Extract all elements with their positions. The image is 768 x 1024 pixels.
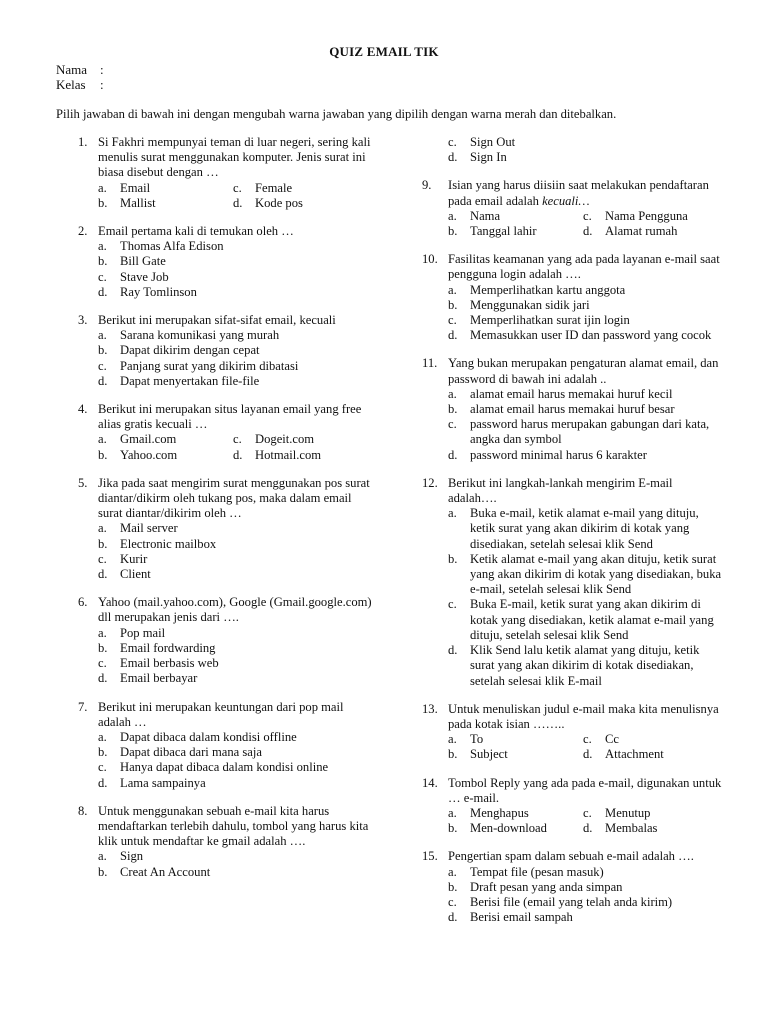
- question-text: Berikut ini merupakan keuntungan dari pop mail adalah …: [98, 699, 344, 729]
- question-14: [422, 776, 722, 837]
- option-d[interactable]: d. Lama sampainya: [98, 775, 206, 790]
- option-b[interactable]: b. Tanggal lahir: [448, 224, 537, 239]
- option-b[interactable]: b. Creat An Account: [98, 864, 211, 879]
- option-b[interactable]: b. Draft pesan yang anda simpan: [448, 879, 623, 894]
- question-text: Berikut ini langkah-lankah mengirim E-mail adalah….: [448, 475, 673, 506]
- question-6: [56, 595, 378, 686]
- option-d[interactable]: d. Attachment: [583, 747, 664, 762]
- options-grid: [448, 209, 722, 239]
- question-text: Untuk menuliskan judul e-mail maka kita menulisnya pada kotak isian ……..: [448, 701, 719, 731]
- question-11: [422, 356, 722, 462]
- option-c[interactable]: c. Stave Job: [98, 269, 169, 284]
- question-1: [56, 135, 378, 211]
- nama-label: Nama: [56, 62, 88, 77]
- question-8-continued: [448, 135, 722, 165]
- question-number: 15.: [422, 849, 438, 864]
- option-d[interactable]: d. Kode pos: [233, 195, 303, 210]
- question-4: [56, 402, 378, 463]
- right-column: [422, 135, 722, 938]
- question-number: 13.: [422, 701, 438, 716]
- option-c[interactable]: c. Kurir: [98, 551, 148, 566]
- option-d[interactable]: d. Hotmail.com: [233, 447, 322, 462]
- option-c[interactable]: c. Memperlihatkan surat ijin login: [448, 313, 630, 328]
- options-grid: [98, 432, 378, 462]
- option-d[interactable]: d. Dapat menyertakan file-file: [98, 373, 260, 388]
- question-text: Tombol Reply yang ada pada e-mail, digunakan untuk … e-mail.: [448, 775, 722, 805]
- nama-field: [56, 62, 104, 78]
- kelas-label: Kelas: [56, 77, 86, 92]
- question-number: 8.: [78, 803, 88, 818]
- option-b[interactable]: b. Electronic mailbox: [98, 536, 217, 551]
- question-10: [422, 252, 722, 343]
- option-b[interactable]: b. Bill Gate: [98, 254, 166, 269]
- question-number: 7.: [78, 699, 88, 714]
- option-a[interactable]: a. Mail server: [98, 521, 178, 536]
- question-text: Fasilitas keamanan yang ada pada layanan e-mail saat pengguna login adalah ….: [448, 252, 720, 282]
- option-d[interactable]: d. Email berbayar: [98, 671, 198, 686]
- question-number: 11.: [422, 356, 438, 371]
- option-d[interactable]: d. Berisi email sampah: [448, 910, 573, 925]
- question-number: 2.: [78, 224, 88, 239]
- question-15: [422, 849, 722, 925]
- question-8: [56, 804, 378, 880]
- question-text: Untuk menggunakan sebuah e-mail kita harus mendaftarkan terlebih dahulu, tombol yang harus kita klik untuk mendaftar ke gmail adalah ….: [98, 803, 369, 849]
- question-number: 10.: [422, 252, 438, 267]
- option-a[interactable]: a. Buka e-mail, ketik alamat e-mail yang dituju, ketik surat yang akan dikirim di kotak yang disediakan, setelah selesai klik Send: [448, 506, 699, 551]
- option-c[interactable]: c. Panjang surat yang dikirim dibatasi: [98, 358, 299, 373]
- option-c[interactable]: c. Female: [233, 180, 293, 195]
- options-grid: [448, 806, 722, 836]
- kelas-field: [56, 77, 104, 93]
- nama-sep: :: [100, 62, 104, 77]
- option-b[interactable]: b. alamat email harus memakai huruf besar: [448, 402, 675, 417]
- option-d[interactable]: d. Alamat rumah: [583, 224, 678, 239]
- question-3: [56, 313, 378, 389]
- option-b[interactable]: b. Dapat dikirim dengan cepat: [98, 343, 260, 358]
- option-a[interactable]: a. Thomas Alfa Edison: [98, 239, 224, 254]
- question-13: [422, 702, 722, 763]
- option-a[interactable]: a. Nama: [448, 208, 501, 223]
- options-grid: [98, 181, 378, 211]
- option-d[interactable]: d. Client: [98, 567, 151, 582]
- option-a[interactable]: a. Email: [98, 180, 151, 195]
- question-text: Pengertian spam dalam sebuah e-mail adalah ….: [448, 849, 694, 864]
- option-c[interactable]: c. Berisi file (email yang telah anda kirim): [448, 894, 673, 909]
- option-a[interactable]: a. Tempat file (pesan masuk): [448, 864, 604, 879]
- option-b[interactable]: b. Subject: [448, 747, 508, 762]
- option-a[interactable]: a. Dapat dibaca dalam kondisi offline: [98, 729, 297, 744]
- question-text: Si Fakhri mempunyai teman di luar negeri, sering kali menulis surat menggunakan komputer. Jenis surat ini biasa disebut dengan …: [98, 135, 371, 180]
- option-a[interactable]: a. Memperlihatkan kartu anggota: [448, 282, 626, 297]
- question-text: Isian yang harus diisiin saat melakukan pendaftaran pada email adalah kecuali…: [448, 178, 709, 208]
- option-b[interactable]: b. Mallist: [98, 195, 156, 210]
- left-column: [56, 135, 378, 893]
- option-c[interactable]: c. Hanya dapat dibaca dalam kondisi online: [98, 760, 329, 775]
- option-b[interactable]: b. Email fordwarding: [98, 640, 216, 655]
- option-b[interactable]: b. Dapat dibaca dari mana saja: [98, 745, 262, 760]
- question-2: [56, 224, 378, 300]
- question-12: [422, 476, 722, 689]
- option-a[interactable]: a. Sign: [98, 849, 144, 864]
- option-a[interactable]: a. alamat email harus memakai huruf kecil: [448, 386, 673, 401]
- question-number: 14.: [422, 775, 438, 790]
- option-c[interactable]: c. Buka E-mail, ketik surat yang akan dikirim di kotak yang disediakan, ketik alamat e-mail yang dituju, setelah selesai klik Send: [448, 597, 714, 642]
- kelas-sep: :: [100, 77, 104, 92]
- question-number: 5.: [78, 475, 88, 490]
- option-b[interactable]: b. Menggunakan sidik jari: [448, 297, 590, 312]
- question-text: Jika pada saat mengirim surat menggunakan pos surat diantar/dikirm oleh tukang pos, maka dalam email surat diantar/dikirim oleh …: [98, 475, 370, 521]
- option-a[interactable]: a. Sarana komunikasi yang murah: [98, 328, 280, 343]
- question-5: [56, 476, 378, 582]
- option-a[interactable]: a. Gmail.com: [98, 432, 177, 447]
- question-number: 6.: [78, 595, 88, 610]
- option-b[interactable]: b. Yahoo.com: [98, 447, 178, 462]
- option-c[interactable]: c. Cc: [583, 732, 619, 747]
- option-c[interactable]: c. password harus merupakan gabungan dari kata, angka dan symbol: [448, 417, 710, 447]
- question-number: 12.: [422, 475, 438, 490]
- option-c[interactable]: c. Sign Out: [448, 135, 516, 149]
- page-title: QUIZ EMAIL TIK: [329, 44, 439, 59]
- question-text: Berikut ini merupakan situs layanan email yang free alias gratis kecuali …: [98, 402, 362, 432]
- question-9: [422, 178, 722, 239]
- option-c[interactable]: c. Nama Pengguna: [583, 208, 688, 223]
- option-d[interactable]: d. Memasukkan user ID dan password yang cocok: [448, 328, 712, 343]
- question-number: 9.: [422, 178, 432, 193]
- question-text: Yahoo (mail.yahoo.com), Google (Gmail.google.com) dll merupakan jenis dari ….: [98, 595, 372, 625]
- question-text: Berikut ini merupakan sifat-sifat email, kecuali: [98, 313, 336, 328]
- option-b[interactable]: b. Men-download: [448, 821, 547, 836]
- option-a[interactable]: a. To: [448, 732, 484, 747]
- option-b[interactable]: b. Ketik alamat e-mail yang akan dituju, ketik surat yang akan dikirim di kotak yang disediakan, buka e-mail, setelah selesai klik Send: [448, 551, 722, 597]
- option-d[interactable]: d. Ray Tomlinson: [98, 284, 197, 299]
- question-number: 1.: [78, 135, 88, 149]
- options-grid: [448, 732, 722, 762]
- option-a[interactable]: a. Menghapus: [448, 805, 529, 820]
- question-7: [56, 700, 378, 791]
- option-c[interactable]: c. Menutup: [583, 805, 651, 820]
- option-d[interactable]: d. Sign In: [448, 150, 507, 165]
- question-text: Yang bukan merupakan pengaturan alamat email, dan password di bawah ini adalah ..: [448, 356, 719, 386]
- option-d[interactable]: d. Membalas: [583, 821, 658, 836]
- option-d[interactable]: d. Klik Send lalu ketik alamat yang dituju, ketik surat yang akan dikirim di kotak disediakan, setelah selesai klik E-mail: [448, 643, 700, 688]
- instruction-text: Pilih jawaban di bawah ini dengan mengubah warna jawaban yang dipilih dengan warna merah dan ditebalkan.: [56, 107, 617, 121]
- option-c[interactable]: c. Dogeit.com: [233, 432, 315, 447]
- question-text: Email pertama kali di temukan oleh …: [98, 224, 294, 239]
- question-number: 3.: [78, 313, 88, 328]
- option-a[interactable]: a. Pop mail: [98, 625, 166, 640]
- question-number: 4.: [78, 402, 88, 417]
- option-d[interactable]: d. password minimal harus 6 karakter: [448, 447, 647, 462]
- option-c[interactable]: c. Email berbasis web: [98, 656, 219, 671]
